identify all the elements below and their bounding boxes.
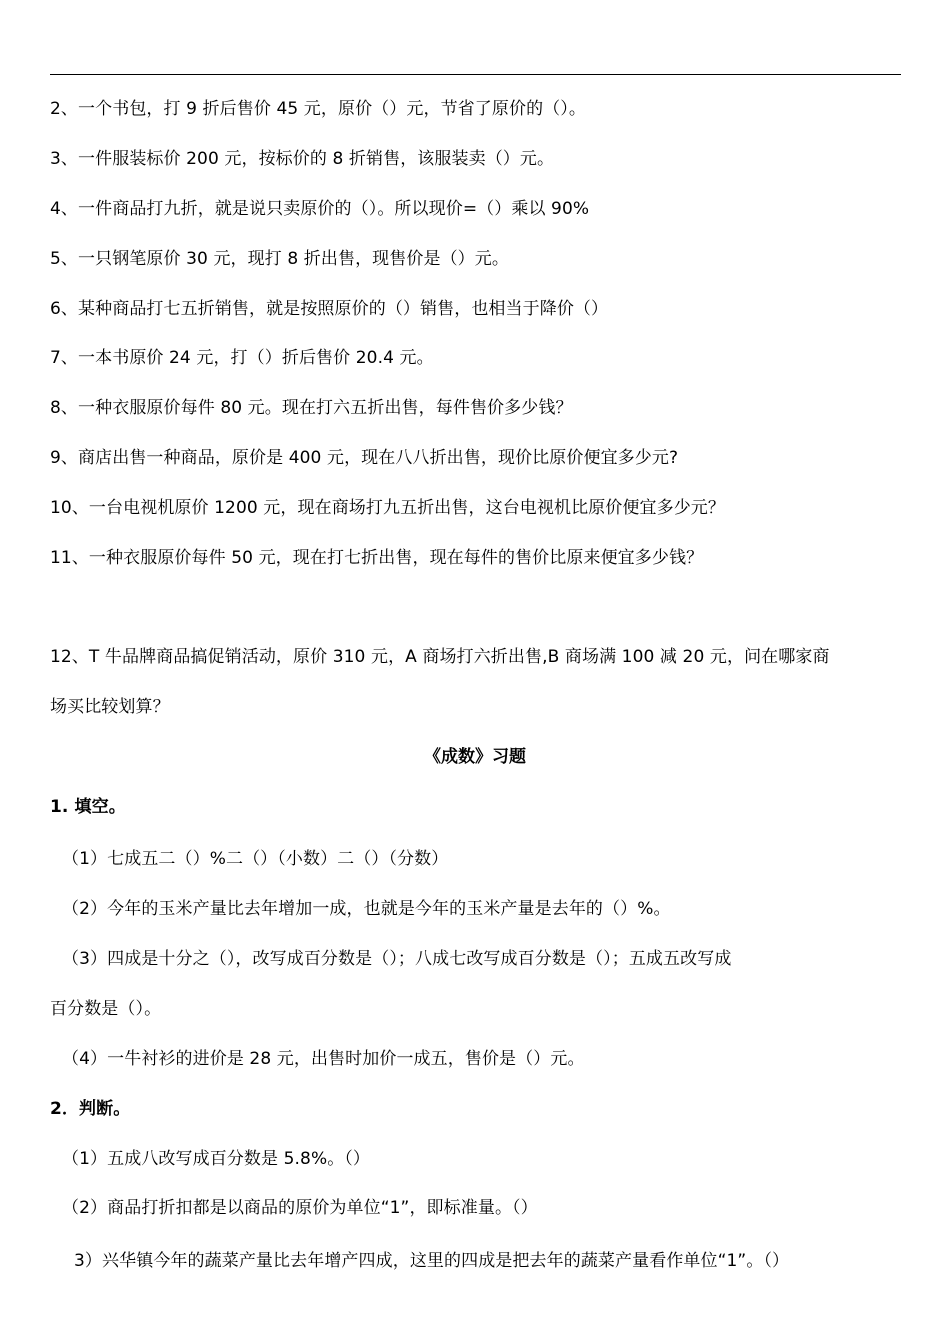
fill-blank-item-4: （4）一牛衬衫的进价是 28 元，出售时加价一成五，售价是（）元。 — [62, 1049, 585, 1069]
problem-10: 10、一台电视机原价 1200 元，现在商场打九五折出售，这台电视机比原价便宜多少元？ — [50, 498, 726, 518]
fill-blank-item-3: （3）四成是十分之（），改写成百分数是（）；八成七改写成百分数是（）；五成五改写成 — [62, 949, 732, 969]
judge-item-1: （1）五成八改写成百分数是 5.8%。（） — [62, 1149, 371, 1169]
problem-2: 2、一个书包，打 9 折后售价 45 元，原价（）元，节省了原价的（）。 — [50, 99, 586, 119]
problem-12-line-1: 12、T 牛品牌商品搞促销活动，原价 310 元，A 商场打六折出售,B 商场满 100 减 20 元，问在哪家商 — [50, 647, 830, 667]
judge-item-2: （2）商品打折扣都是以商品的原价为单位“1”，即标准量。（） — [62, 1198, 538, 1218]
problem-8: 8、一种衣服原价每件 80 元。现在打六五折出售，每件售价多少钱？ — [50, 398, 573, 418]
section-title: 《成数》习题 — [424, 747, 526, 767]
problem-6: 6、某种商品打七五折销售，就是按照原价的（）销售，也相当于降价（） — [50, 299, 609, 319]
problem-3: 3、一件服装标价 200 元，按标价的 8 折销售，该服装卖（）元。 — [50, 149, 555, 169]
fill-blank-item-2: （2）今年的玉米产量比去年增加一成，也就是今年的玉米产量是去年的（）%。 — [62, 899, 671, 919]
fill-blank-heading: 1. 填空。 — [50, 797, 126, 817]
problem-11: 11、一种衣服原价每件 50 元，现在打七折出售，现在每件的售价比原来便宜多少钱？ — [50, 548, 704, 568]
problem-7: 7、一本书原价 24 元，打（）折后售价 20.4 元。 — [50, 348, 434, 368]
problem-12-line-2: 场买比较划算？ — [50, 697, 170, 717]
fill-blank-item-1: （1）七成五二（）%二（）（小数）二（）（分数） — [62, 849, 449, 869]
problem-4: 4、一件商品打九折，就是说只卖原价的（）。所以现价=（）乘以 90% — [50, 199, 590, 219]
fill-blank-item-3-continued: 百分数是（）。 — [50, 999, 162, 1019]
problem-5: 5、一只钢笔原价 30 元，现打 8 折出售，现售价是（）元。 — [50, 249, 509, 269]
problem-9: 9、商店出售一种商品，原价是 400 元，现在八八折出售，现价比原价便宜多少元? — [50, 448, 679, 468]
header-rule — [50, 74, 901, 75]
judge-heading: 2．判断。 — [50, 1099, 131, 1119]
judge-item-3: 3）兴华镇今年的蔬菜产量比去年增产四成，这里的四成是把去年的蔬菜产量看作单位“1”。（） — [74, 1251, 790, 1271]
